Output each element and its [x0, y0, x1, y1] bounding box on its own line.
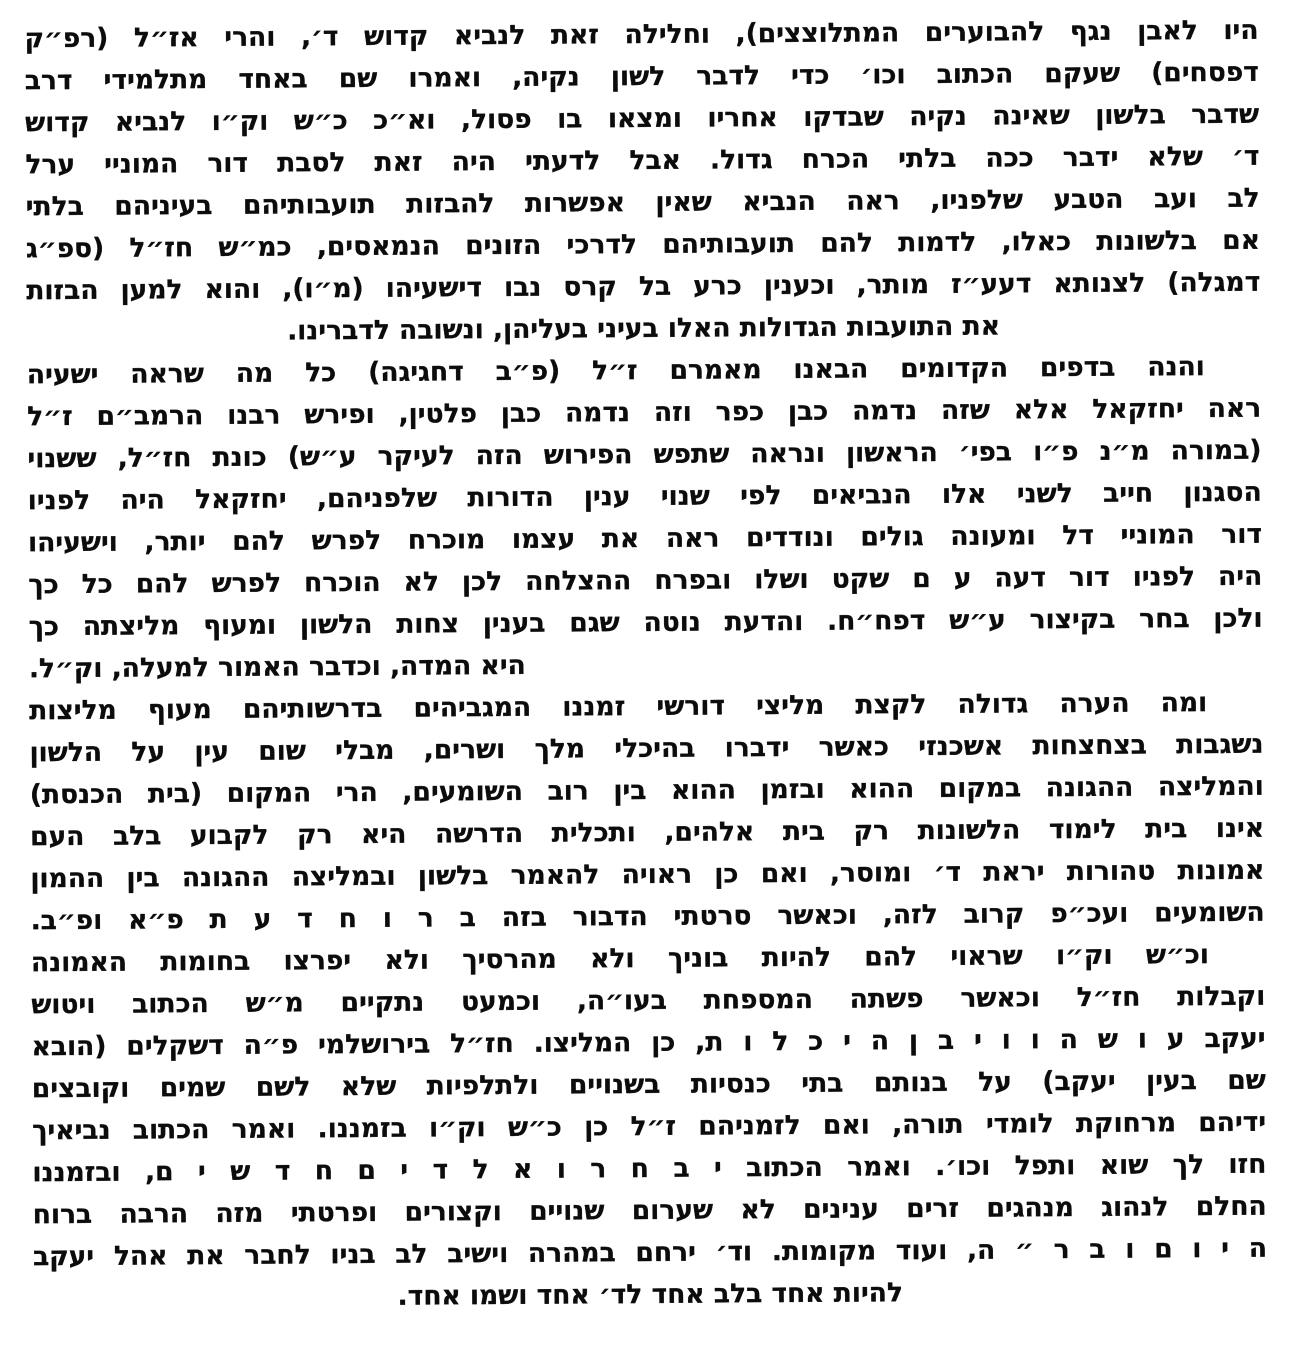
text-line: לב ועב הטבע שלפניו, ראה הנביא שאין אפשרות להבזות תועבותיהם בעיניהם בלתי [26, 182, 1261, 223]
text-line: היא המדה, וכדבר האמור למעלה, וק״ל. [29, 649, 527, 685]
text-line: דפסחים) שעקם הכתוב וכו׳ כדי לדבר לשון נקיה, ואמרו שם באחד מתלמידי דרב [25, 56, 1260, 97]
paragraph-3 [30, 682, 1266, 943]
text-line: והמליצה ההגונה במקום ההוא ובזמן ההוא בין רוב השומעים, הרי המקום (בית הכנסת) [30, 770, 1265, 811]
text-line: דור המוניי דל ומעונה גולים ונודדים ראה את עצמו מוכרח לפרש להם יותר, וישעיהו [28, 518, 1264, 559]
text-line: שם בעין יעקב) על בנותם בתי כנסיות בשנויים ולתלפיות שלא לשם שמים וקובצים [32, 1064, 1267, 1105]
text-line: והנה בדפים הקדומים הבאנו מאמרם ז״ל (פ״ב דחגיגה) כל מה שראה ישעיה [27, 351, 1206, 391]
text-line: אם בלשונות כאלו, לדמות להם תועבותיהם לדרכי הזונים הנמאסים, כמ״ש חז״ל (ספ״ג [26, 224, 1262, 265]
text-line: נשגבות בצחצחות אשכנזי כאשר ידברו בהיכלי מלך ושרים, מבלי שום עין על הלשון [30, 728, 1265, 769]
text-line: חזו לך שוא ותפל וכו׳. ואמר הכתוב י ב ח ר ו א ל ד י ם ח ד ש י ם, ובזמננו [33, 1148, 1268, 1189]
text-line: (במורה מ״נ פ״ו בפי׳ הראשון ונראה שתפש הפירוש הזה לעיקר ע״ש) כונת חז״ל, ששנוי [28, 434, 1263, 475]
text-line: יעקב ע ו ש ה ו ו י ב ן ה י כ ל ו ת, כן המליצו. חז״ל בירושלמי פ״ה דשקלים (הובא [32, 1022, 1267, 1063]
text-line: דמגלה) לצנותא דעע״ז מותר, וכענין כרע בל קרס נבו דישעיהו (מ״ו), והוא למען הבזות [27, 266, 1262, 307]
text-line: ולכן בחר בקיצור ע״ש דפח״ח. והדעת נוטה שגם בענין צחות הלשון ומעוף מליצתה כך [29, 602, 1264, 643]
text-line: היה לפניו דור דעה ע ם שקט ושלו ובפרח ההצלחה לכן לא הוכרח לפרש להם כל כך [29, 560, 1264, 601]
text-line: ומה הערה גדולה לקצת מליצי דורשי זמננו המגביהים בדרשותיהם מעוף מליצות [30, 687, 1209, 727]
text-line: אמונות טהורות יראת ד׳ ומוסר, ואם כן ראויה להאמר בלשון ובמליצה ההגונה בין ההמון [31, 854, 1266, 895]
text-line: היו לאבן נגף להבוערים המתלוצצים), וחלילה זאת לנביא קדוש ד׳, והרי אז״ל (רפ״ק [25, 14, 1260, 55]
text-line: וכ״ש וק״ו שראוי להם להיות בוניך ולא מהרסיך ולא יפרצו בחומות האמונה [31, 939, 1211, 979]
text-line: ה י ו ם ו ב ר ״ ה, ועוד מקומות. וד׳ ירחם במהרה וישיב לב בניו לחבר את אהל יעקב [33, 1232, 1269, 1273]
text-line: ידיהם מרחוקת לומדי תורה, ואם לזמניהם ז״ל כן כ״ש וק״ו בזמננו. ואמר הכתוב נביאיך [33, 1106, 1268, 1147]
paragraph-2 [28, 346, 1264, 691]
text-line: השומעים ועכ״פ קרוב לזה, וכאשר סרטתי הדבור בזה ב ר ו ח ד ע ת פ״א ופ״ב. [31, 896, 1266, 937]
text-line: את התועבות הגדולות האלו בעיני בעליהן, ונשובה לדברינו. [288, 310, 1002, 347]
text-line: וקבלות חז״ל וכאשר פשתה המספחת בעו״ה, וכמעט נתקיים מ״ש הכתוב ויטוש [32, 980, 1267, 1021]
text-line: אינו בית לימוד הלשונות רק בית אלהים, ותכלית הדרשה היא רק לקבוע בלב העם [30, 812, 1266, 853]
paragraph-4 [32, 934, 1269, 1321]
text-line: ראה יחזקאל אלא שזה נדמה כבן כפר וזה נדמה כבן פלטין, ופירש רבנו הרמב״ם ז״ל [28, 392, 1263, 433]
paragraph-1 [25, 10, 1261, 355]
text-line: ד׳ שלא ידבר ככה בלתי הכרח גדול. אבל לדעתי היה זאת לסבת דור המוניי ערל [26, 140, 1261, 181]
text-line: שדבר בלשון שאינה נקיה שבדקו אחריו ומצאו בו פסול, וא״כ כ״ש וק״ו לנביא קדוש [26, 98, 1261, 139]
text-line: להיות אחד בלב אחד לד׳ אחד ושמו אחד. [398, 1277, 905, 1312]
text-line: החלם לנהוג מנהגים זרים ענינים לא שערום שנויים וקצורים ופרטתי מזה הרבה ברוח [33, 1190, 1268, 1231]
text-line: הסגנון חייב לשני אלו הנביאים לפי שנוי ענין הדורות שלפניהם, יחזקאל היה לפניו [28, 476, 1263, 517]
